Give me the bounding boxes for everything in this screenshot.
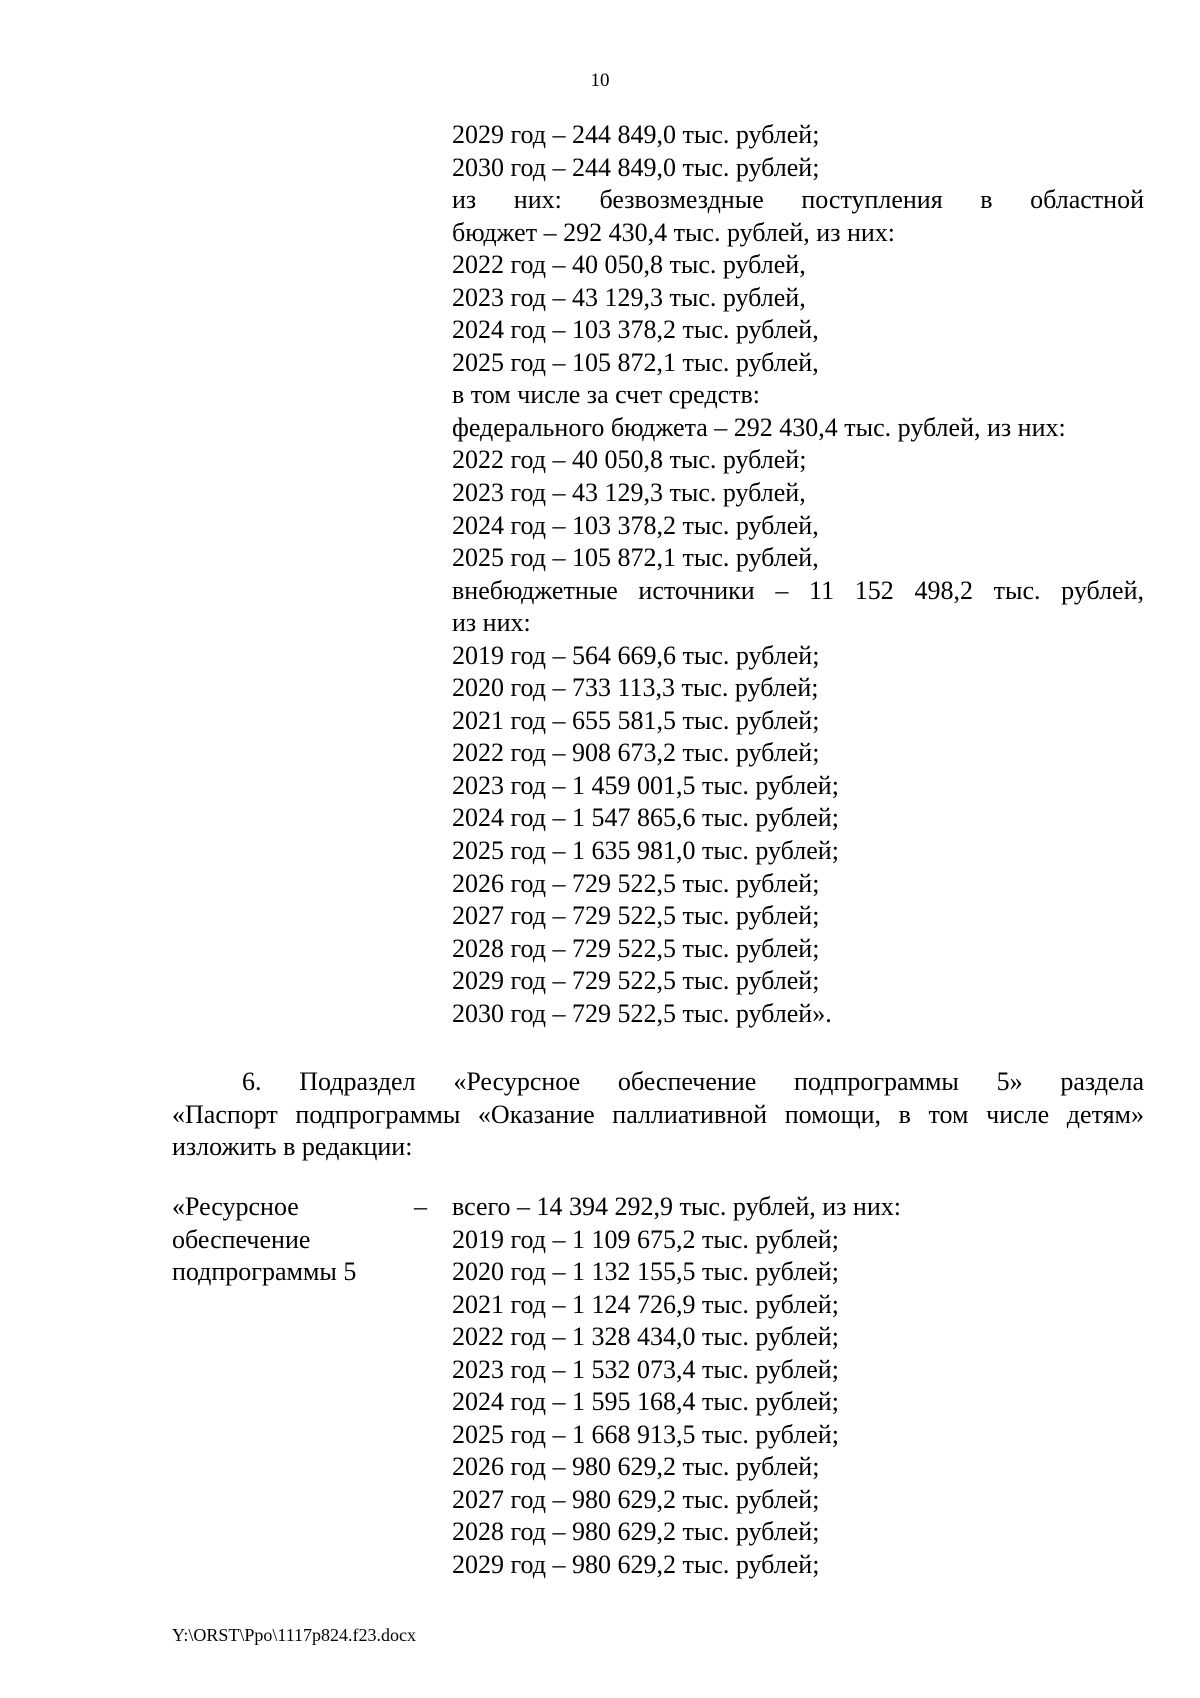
- text-line: 2025 год – 105 872,1 тыс. рублей,: [452, 347, 819, 377]
- table-value-line: 2020 год – 1 132 155,5 тыс. рублей;: [452, 1257, 839, 1287]
- text-line: из них: безвозмездные поступления в областной: [452, 185, 1144, 215]
- table-value-line: 2029 год – 980 629,2 тыс. рублей;: [452, 1550, 820, 1580]
- page-number: 10: [590, 70, 610, 91]
- table-value-line: 2022 год – 1 328 434,0 тыс. рублей;: [452, 1322, 839, 1352]
- text-line: 2023 год – 43 129,3 тыс. рублей,: [452, 282, 806, 312]
- text-line: 2029 год – 729 522,5 тыс. рублей;: [452, 966, 820, 996]
- paragraph-line: 6. Подраздел «Ресурсное обеспечение подпрограммы 5» раздела: [242, 1067, 1144, 1096]
- text-line: 2020 год – 733 113,3 тыс. рублей;: [452, 673, 819, 703]
- table-label-line: подпрограммы 5: [172, 1257, 357, 1286]
- text-line: бюджет – 292 430,4 тыс. рублей, из них:: [452, 217, 896, 247]
- text-line: 2025 год – 105 872,1 тыс. рублей,: [452, 543, 819, 573]
- table-label-line: обеспечение: [172, 1224, 311, 1254]
- text-line: 2022 год – 40 050,8 тыс. рублей,: [452, 250, 806, 280]
- table-value-line: 2026 год – 980 629,2 тыс. рублей;: [452, 1452, 820, 1482]
- amendment-paragraph: [172, 1066, 1144, 1164]
- text-line: из них:: [452, 608, 531, 638]
- text-line: 2019 год – 564 669,6 тыс. рублей;: [452, 640, 820, 670]
- file-path-footer: Y:\ORST\Ppo\1117p824.f23.docx: [172, 1625, 417, 1645]
- table-label-line: «Ресурсное: [172, 1192, 299, 1221]
- text-line: внебюджетные источники – 11 152 498,2 тыс. рублей,: [452, 575, 1144, 605]
- table-dash: –: [414, 1192, 427, 1221]
- table-value-line: 2027 год – 980 629,2 тыс. рублей;: [452, 1484, 820, 1514]
- text-line: федерального бюджета – 292 430,4 тыс. рублей, из них:: [452, 412, 1066, 442]
- table-value-line: 2028 год – 980 629,2 тыс. рублей;: [452, 1517, 820, 1547]
- text-line: 2027 год – 729 522,5 тыс. рублей;: [452, 901, 820, 931]
- text-line: 2023 год – 43 129,3 тыс. рублей,: [452, 478, 806, 508]
- table-value-line: всего – 14 394 292,9 тыс. рублей, из них:: [452, 1192, 901, 1221]
- continuation-block: [452, 119, 1144, 1030]
- text-line: 2026 год – 729 522,5 тыс. рублей;: [452, 868, 820, 898]
- paragraph-line: «Паспорт подпрограммы «Оказание паллиативной помощи, в том числе детям»: [172, 1099, 1144, 1129]
- table-value-line: 2025 год – 1 668 913,5 тыс. рублей;: [452, 1419, 839, 1449]
- text-line: 2022 год – 908 673,2 тыс. рублей;: [452, 738, 820, 768]
- text-line: 2028 год – 729 522,5 тыс. рублей;: [452, 933, 820, 963]
- text-line: 2024 год – 103 378,2 тыс. рублей,: [452, 510, 819, 540]
- text-line: 2030 год – 729 522,5 тыс. рублей».: [452, 998, 832, 1028]
- table-value-line: 2023 год – 1 532 073,4 тыс. рублей;: [452, 1354, 839, 1384]
- text-line: 2024 год – 1 547 865,6 тыс. рублей;: [452, 803, 839, 833]
- text-line: 2030 год – 244 849,0 тыс. рублей;: [452, 152, 820, 182]
- table-value-line: 2021 год – 1 124 726,9 тыс. рублей;: [452, 1289, 839, 1319]
- text-line: 2023 год – 1 459 001,5 тыс. рублей;: [452, 770, 839, 800]
- paragraph-line: изложить в редакции:: [172, 1132, 413, 1161]
- text-line: в том числе за счет средств:: [452, 380, 760, 410]
- text-line: 2025 год – 1 635 981,0 тыс. рублей;: [452, 836, 839, 866]
- text-line: 2022 год – 40 050,8 тыс. рублей;: [452, 445, 807, 475]
- text-line: 2029 год – 244 849,0 тыс. рублей;: [452, 120, 820, 149]
- table-value-line: 2019 год – 1 109 675,2 тыс. рублей;: [452, 1224, 839, 1254]
- table-values-cell: [452, 1191, 1144, 1582]
- table-label-cell: [172, 1191, 412, 1289]
- text-line: 2021 год – 655 581,5 тыс. рублей;: [452, 705, 820, 735]
- table-value-line: 2024 год – 1 595 168,4 тыс. рублей;: [452, 1387, 839, 1417]
- text-line: 2024 год – 103 378,2 тыс. рублей,: [452, 315, 819, 345]
